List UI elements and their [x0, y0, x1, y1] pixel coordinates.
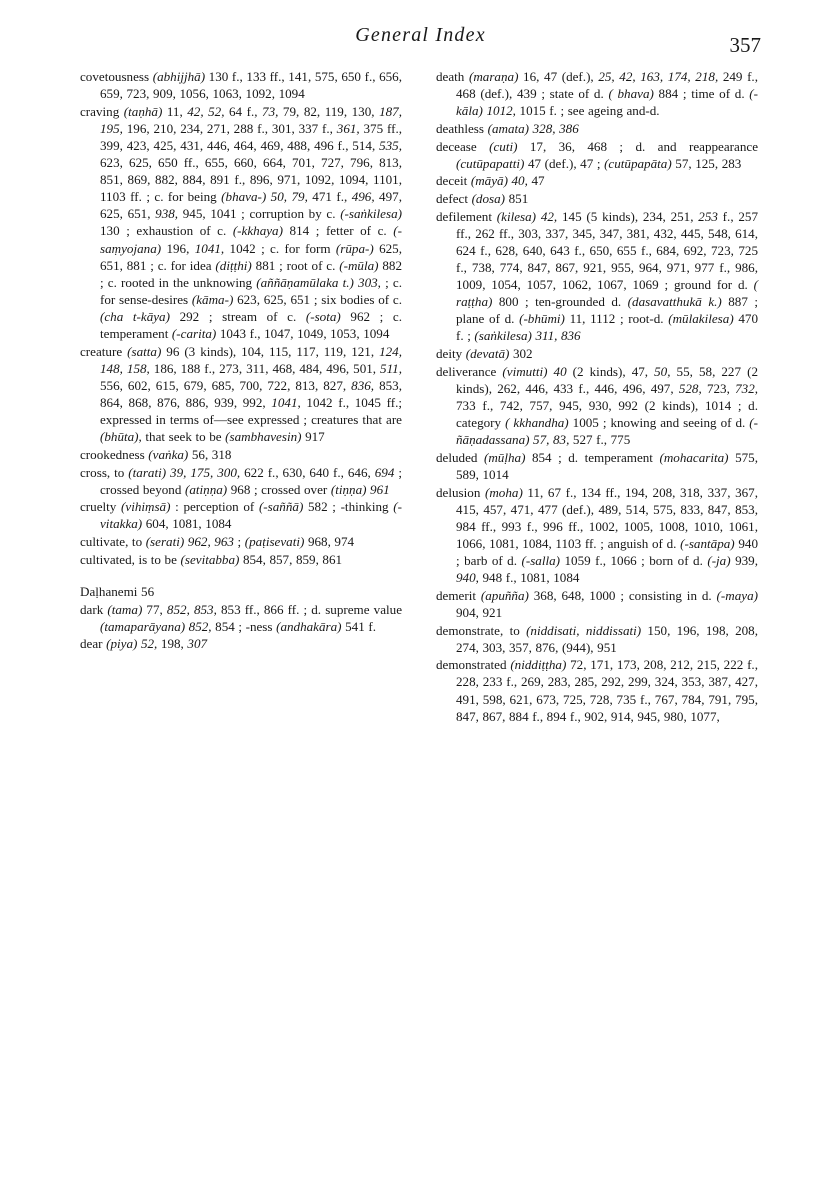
index-entry: defect (dosa) 851 — [436, 191, 529, 207]
index-entry: deceit (māyā) 40, 47 — [436, 173, 545, 189]
index-entry: cultivate, to (serati) 962, 963 ; (paṭisevati) 968, 974 — [80, 534, 355, 550]
index-entry: craving (taṇhā) 11, 42, 52, 64 f., 73, 79, 82, 119, 130, 187, 195, 196, 210, 234, 271, 288 f., 301, 337 f., 361, 375 ff., 399, 423, 425, 431, 446, 464, 469, 488, 496 f., 514, 535, 623, 625, 650 ff., 655, 660, 664, 701, 727, 796, 813, 851, 869, 882, 884, 891 f., 896, 971, 1092, 1094, 1101, 1103 ff. ; c. for being (bhava-) 50, 79, 471 f., 496, 497, 625, 651, 938, 945, 1041 ; corruption by c. (-saṅkilesa) 130 ; exhaustion of c. (-kkhaya) 814 ; fetter of c. (-saṃyojana) 196, 1041, 1042 ; c. for form (rūpa-) 625, 651, 881 ; c. for idea (diṭṭhi) 881 ; root of c. (-mūla) 882 ; c. rooted in the unknowing (aññāṇamūlaka t.) 303, ; c. for sense-desires (kāma-) 623, 625, 651 ; six bodies of c. (cha t-kāya) 292 ; stream of c. (-sota) 962 ; c. temperament (-carita) 1043 f., 1047, 1049, 1053, 1094 — [80, 103, 403, 341]
index-columns — [80, 68, 761, 1158]
index-entry: crookedness (vaṅka) 56, 318 — [80, 446, 232, 462]
index-column-right — [436, 68, 758, 1158]
index-entry: dear (piya) 52, 198, 307 — [80, 636, 208, 652]
index-entry: delusion (moha) 11, 67 f., 134 ff., 194, 208, 318, 337, 367, 415, 457, 471, 477 (def.), 489, 514, 575, 833, 847, 853, 984 ff., 993 f., 996 ff., 1002, 1005, 1008, 1010, 1061, 1066, 1081, 1084, 1103 ff. ; anguish of d. (-santāpa) 940 ; barb of d. (-salla) 1059 f., 1066 ; born of d. (-ja) 939, 940, 948 f., 1081, 1084 — [436, 484, 758, 586]
index-entry: demonstrate, to (niddisati, niddissati) 150, 196, 198, 208, 274, 303, 357, 876, (944), 951 — [436, 622, 758, 655]
index-entry: Daḷhanemi 56 — [80, 583, 155, 599]
index-entry: dark (tama) 77, 852, 853, 853 ff., 866 ff. ; d. supreme value (tamaparāyana) 852, 854 ; -ness (andhakāra) 541 f. — [80, 601, 403, 634]
index-entry: covetousness (abhijjhā) 130 f., 133 ff., 141, 575, 650 f., 656, 659, 723, 909, 1056, 1063, 1092, 1094 — [80, 69, 403, 102]
index-entry: cultivated, is to be (sevitabba) 854, 857, 859, 861 — [80, 551, 343, 567]
index-entry: decease (cuti) 17, 36, 468 ; d. and reappearance (cutūpapatti) 47 (def.), 47 ; (cutūpapāta) 57, 125, 283 — [436, 138, 759, 171]
index-entry: cross, to (tarati) 39, 175, 300, 622 f., 630, 640 f., 646, 694 ; crossed beyond (atiṇṇa) 968 ; crossed over (tiṇṇa) 961 — [80, 464, 402, 497]
index-entry: deliverance (vimutti) 40 (2 kinds), 47, 50, 55, 58, 227 (2 kinds), 262, 446, 433 f., 446, 496, 497, 528, 723, 732, 733 f., 742, 757, 945, 930, 992 (2 kinds), 1014 ; d. category ( kkhandha) 1005 ; knowing and seeing of d. (-ñāṇadassana) 57, 83, 527 f., 775 — [436, 363, 759, 448]
index-entry: cruelty (vihiṃsā) : perception of (-saññā) 582 ; -thinking (-vitakka) 604, 1081, 1084 — [80, 499, 402, 532]
index-entry: deity (devatā) 302 — [436, 346, 533, 362]
page-running-title: General Index — [355, 24, 486, 46]
index-entry: defilement (kilesa) 42, 145 (5 kinds), 234, 251, 253 f., 257 ff., 262 ff., 303, 337, 345, 347, 381, 432, 445, 548, 614, 624 f., 628, 640, 643 f., 650, 655 f., 684, 692, 723, 725 f., 738, 774, 847, 867, 921, 955, 964, 971, 977 f., 986, 1009, 1054, 1057, 1062, 1067, 1069 ; ground for d. ( raṭṭha) 800 ; ten-grounded d. (dasavatthukā k.) 887 ; plane of d. (-bhūmi) 11, 1112 ; root-d. (mūlakilesa) 470 f. ; (saṅkilesa) 311, 836 — [436, 208, 759, 344]
index-entry: creature (satta) 96 (3 kinds), 104, 115, 117, 119, 121, 124, 148, 158, 186, 188 f., 273, 311, 468, 484, 496, 501, 511, 556, 602, 615, 679, 685, 700, 722, 813, 827, 836, 853, 864, 868, 876, 886, 939, 992, 1041, 1042 f., 1045 ff.; expressed in terms of—see expressed ; creatures that are (bhūta), that seek to be (sambhavesin) 917 — [80, 343, 402, 445]
page-number: 357 — [729, 33, 761, 57]
index-entry: deathless (amata) 328, 386 — [436, 120, 579, 136]
index-entry: deluded (mūḷha) 854 ; d. temperament (mohacarita) 575, 589, 1014 — [436, 449, 758, 482]
page-header — [80, 24, 761, 58]
index-entry: demonstrated (niddiṭṭha) 72, 171, 173, 208, 212, 215, 222 f., 228, 233 f., 269, 283, 285, 292, 299, 324, 353, 387, 427, 491, 598, 621, 673, 725, 728, 735 f., 767, 784, 791, 795, 847, 867, 884 f., 894 f., 902, 914, 945, 980, 1077, — [436, 657, 758, 724]
index-column-left — [80, 68, 402, 1158]
index-entry: death (maraṇa) 16, 47 (def.), 25, 42, 163, 174, 218, 249 f., 468 (def.), 439 ; state of d. ( bhava) 884 ; time of d. (-kāla) 1012, 1015 f. ; see ageing and-d. — [436, 69, 759, 119]
index-entry: demerit (apuñña) 368, 648, 1000 ; consisting in d. (-maya) 904, 921 — [436, 587, 758, 620]
